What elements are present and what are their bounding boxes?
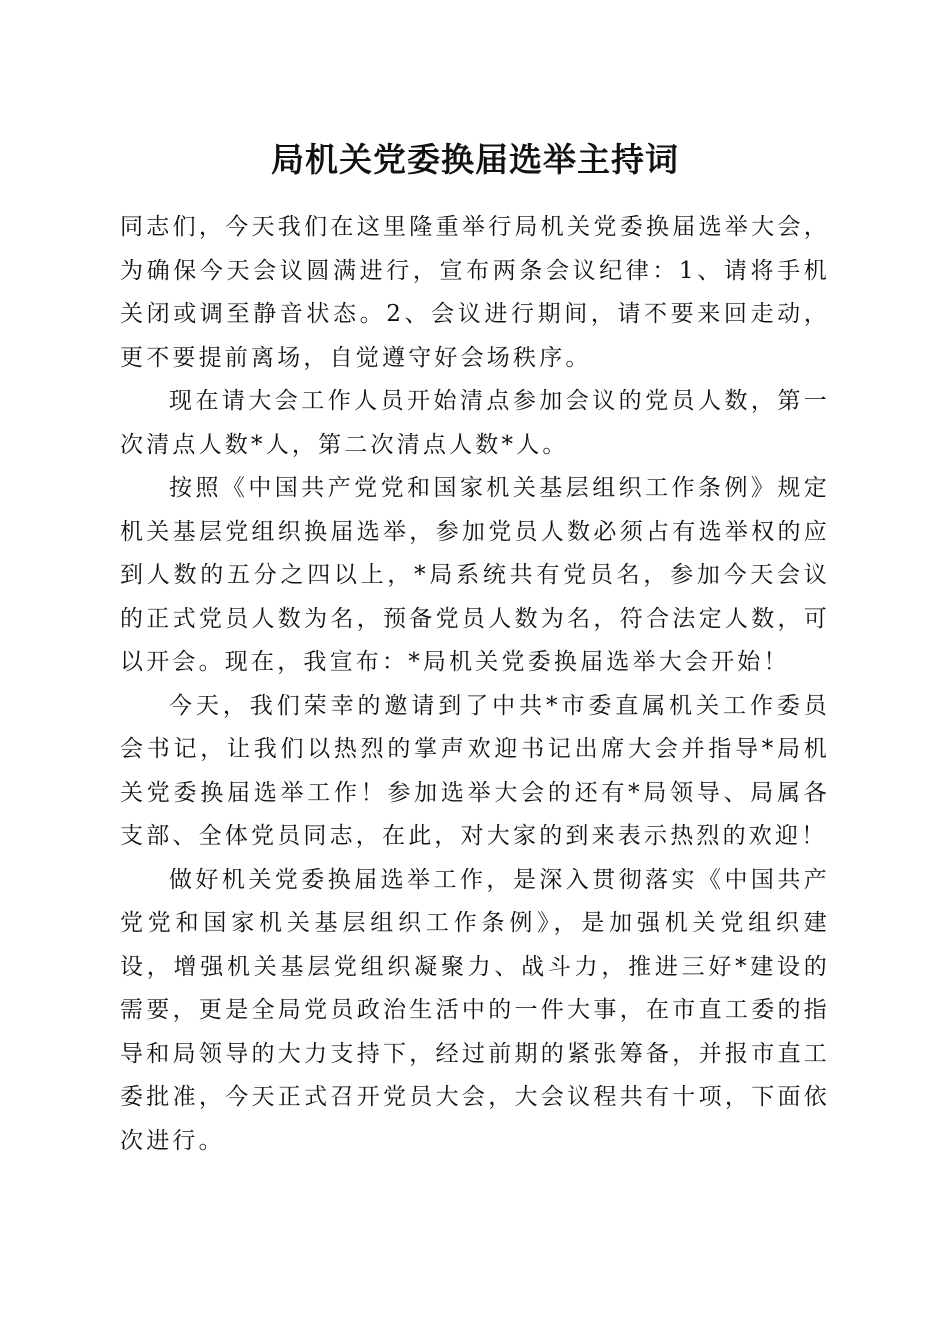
paragraph-headcount: 现在请大会工作人员开始清点参加会议的党员人数，第一次清点人数*人，第二次清点人数*人。	[120, 388, 830, 458]
paragraph-welcome: 今天，我们荣幸的邀请到了中共*市委直属机关工作委员会书记，让我们以热烈的掌声欢迎书记出席大会并指导*局机关党委换届选举工作！参加选举大会的还有*局领导、局属各支部、全体党员同志，在此，对大家的到来表示热烈的欢迎！	[120, 692, 830, 849]
document-body	[120, 206, 830, 1163]
paragraph-quorum: 按照《中国共产党党和国家机关基层组织工作条例》规定机关基层党组织换届选举，参加党员人数必须占有选举权的应到人数的五分之四以上，*局系统共有党员名，参加今天会议的正式党员人数为名，预备党员人数为名，符合法定人数，可以开会。现在，我宣布：*局机关党委换届选举大会开始！	[120, 475, 830, 675]
paragraph-significance: 做好机关党委换届选举工作，是深入贯彻落实《中国共产党党和国家机关基层组织工作条例》，是加强机关党组织建设，增强机关基层党组织凝聚力、战斗力，推进三好*建设的需要，更是全局党员政治生活中的一件大事，在市直工委的指导和局领导的大力支持下，经过前期的紧张筹备，并报市直工委批准，今天正式召开党员大会，大会议程共有十项，下面依次进行。	[120, 866, 830, 1154]
paragraph-opening: 同志们，今天我们在这里隆重举行局机关党委换届选举大会，为确保今天会议圆满进行，宣布两条会议纪律：1、请将手机关闭或调至静音状态。2、会议进行期间，请不要来回走动，更不要提前离场，自觉遵守好会场秩序。	[120, 214, 830, 371]
document-title: 局机关党委换届选举主持词	[271, 140, 679, 179]
